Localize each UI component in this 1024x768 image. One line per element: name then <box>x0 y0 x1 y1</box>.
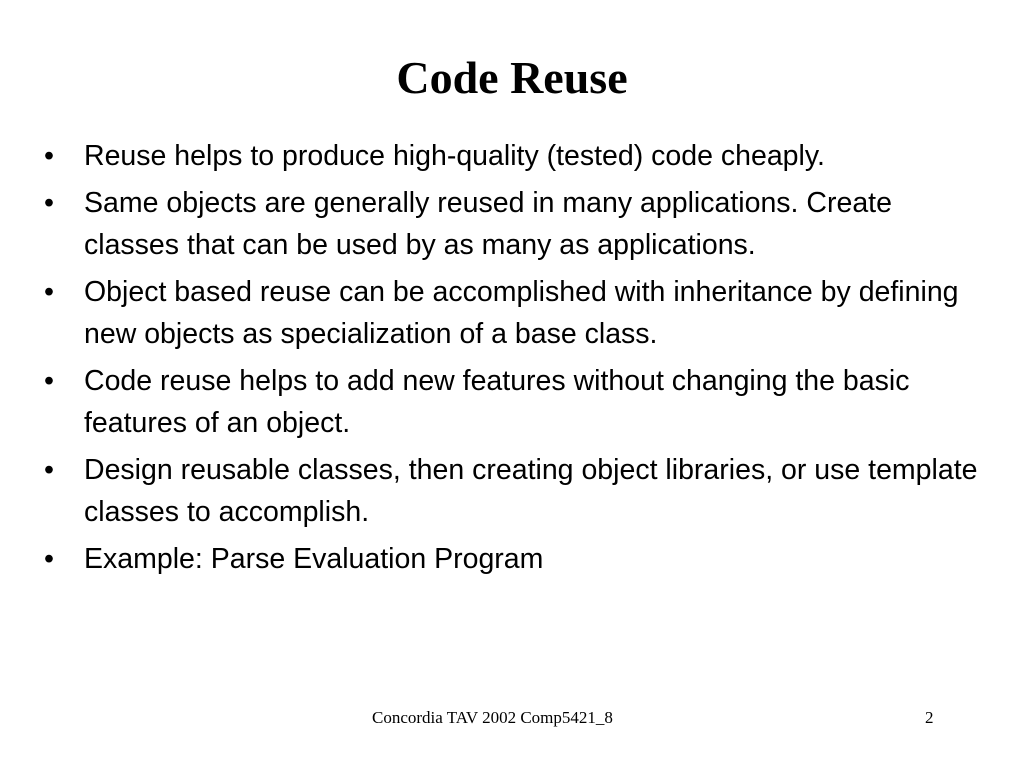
bullet-marker: • <box>44 454 54 486</box>
page-number: 2 <box>925 708 934 727</box>
bullet-text: Code reuse helps to add new features without changing the basic features of an object. <box>84 365 910 439</box>
slide-title: Code Reuse <box>396 52 628 103</box>
bullet-text: Same objects are generally reused in many applications. Create classes that can be used by as many as applications. <box>84 187 892 261</box>
bullet-item <box>40 182 990 266</box>
bullet-list <box>40 135 990 585</box>
bullet-text: Object based reuse can be accomplished with inheritance by defining new objects as specialization of a base class. <box>84 276 959 350</box>
bullet-item <box>40 538 990 580</box>
bullet-text: Design reusable classes, then creating object libraries, or use template classes to accomplish. <box>84 454 978 528</box>
bullet-marker: • <box>44 365 54 397</box>
bullet-marker: • <box>44 187 54 219</box>
bullet-item <box>40 271 990 355</box>
footer-text: Concordia TAV 2002 Comp5421_8 <box>372 708 613 727</box>
bullet-text: Example: Parse Evaluation Program <box>84 543 544 575</box>
bullet-item <box>40 135 990 177</box>
bullet-marker: • <box>44 543 54 575</box>
bullet-text: Reuse helps to produce high-quality (tested) code cheaply. <box>84 140 825 172</box>
bullet-marker: • <box>44 276 54 308</box>
bullet-marker: • <box>44 140 54 172</box>
bullet-item <box>40 360 990 444</box>
bullet-item <box>40 449 990 533</box>
